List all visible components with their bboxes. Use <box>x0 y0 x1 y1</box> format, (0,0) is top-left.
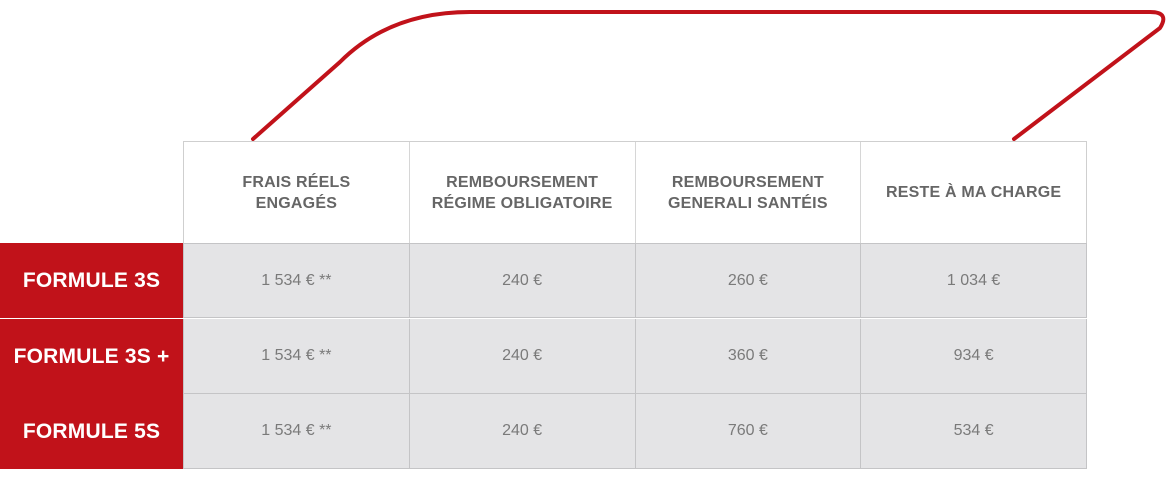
header-remboursement-regime: REMBOURSEMENT RÉGIME OBLIGATOIRE <box>409 142 635 243</box>
row-label-formule-3s: FORMULE 3S <box>0 243 183 318</box>
header-frais-reels: FRAIS RÉELS ENGAGÉS <box>242 173 351 212</box>
row-cells <box>183 243 1087 318</box>
row-label-formule-5s: FORMULE 5S <box>0 394 183 469</box>
cell-reste-a-charge: 534 € <box>860 394 1086 468</box>
table-header-row <box>183 141 1087 243</box>
cell-frais-reels: 1 534 € ** <box>261 422 332 439</box>
cell-generali-santeis: 760 € <box>635 394 861 468</box>
cell-regime-obligatoire: 240 € <box>409 244 635 317</box>
cell-regime-obligatoire: 240 € <box>409 319 635 393</box>
table-row <box>0 243 1087 318</box>
cell-frais-reels: 1 534 € ** <box>261 347 332 364</box>
table-row <box>0 319 1087 394</box>
header-reste-a-charge: RESTE À MA CHARGE <box>860 142 1086 243</box>
row-cells <box>183 394 1087 469</box>
cell-reste-a-charge: 934 € <box>860 319 1086 393</box>
cell-regime-obligatoire: 240 € <box>409 394 635 468</box>
cell-frais-reels: 1 534 € ** <box>261 271 332 289</box>
cell-generali-santeis: 260 € <box>635 244 861 317</box>
cell-generali-santeis: 360 € <box>635 319 861 393</box>
row-label-formule-3s-plus: FORMULE 3S + <box>0 319 183 394</box>
header-remboursement-generali: REMBOURSEMENT GENERALI SANTÉIS <box>635 142 861 243</box>
row-cells <box>183 319 1087 394</box>
table-row <box>0 394 1087 469</box>
cell-reste-a-charge: 1 034 € <box>860 244 1086 317</box>
